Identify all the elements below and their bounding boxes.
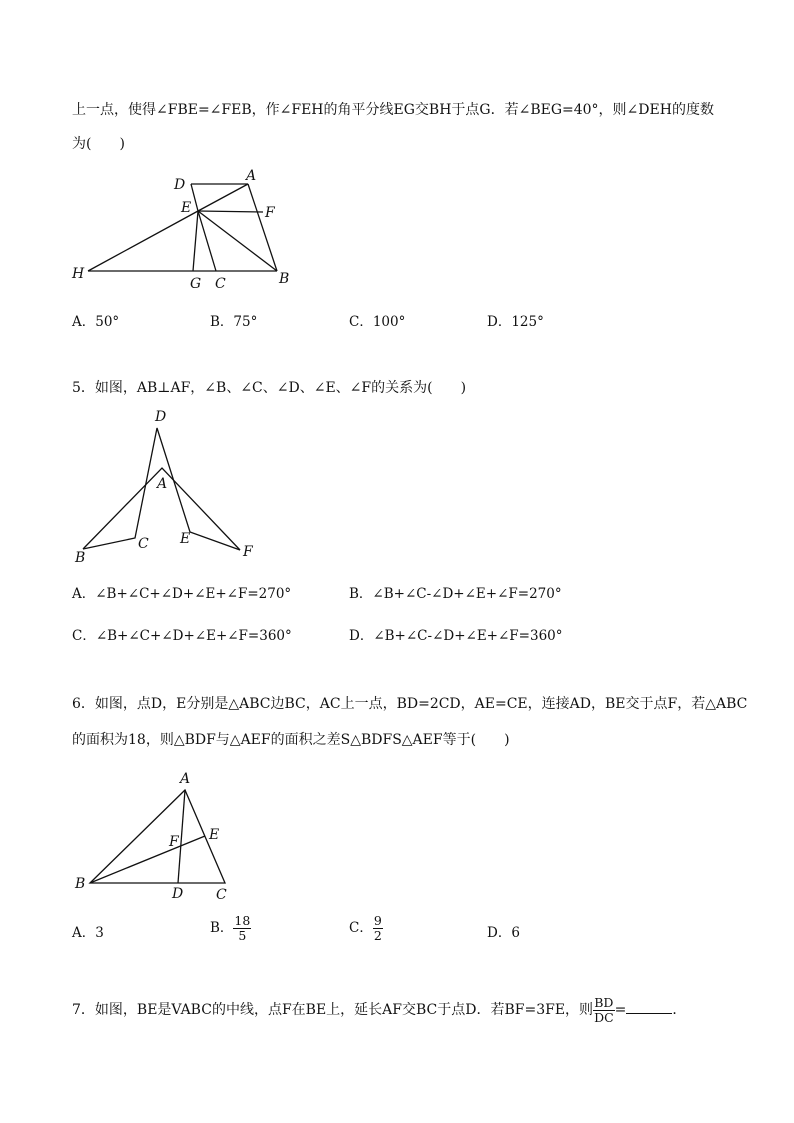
- segment-BE: [90, 836, 205, 883]
- q7-answer-blank[interactable]: [626, 999, 672, 1014]
- label-A: A: [180, 771, 191, 787]
- q6-option-d: D．6: [487, 925, 520, 941]
- q4-option-b: B．75°: [210, 314, 258, 330]
- q6-option-b: [210, 914, 251, 943]
- segment-EA: [198, 184, 248, 211]
- q5-stem: 5．如图，AB⊥AF，∠B、∠C、∠D、∠E、∠F的关系为( ): [72, 380, 467, 396]
- segment-EC: [198, 211, 216, 271]
- q5-figure: [60, 405, 280, 570]
- q4-option-c: C．100°: [349, 314, 406, 330]
- q6-option-c-numerator: 9: [373, 913, 382, 928]
- q7-end: ．: [672, 1002, 687, 1018]
- label-C: C: [215, 276, 226, 292]
- segment-EG: [193, 211, 198, 271]
- q5-option-a: A．∠B+∠C+∠D+∠E+∠F=270°: [72, 586, 292, 602]
- label-G: G: [190, 276, 202, 292]
- q7-fraction-denominator: DC: [594, 1009, 614, 1025]
- q7-fraction-numerator: BD: [594, 994, 614, 1010]
- label-C: C: [138, 536, 149, 552]
- segment-AB: [248, 184, 277, 271]
- q6-stem-line2: 的面积为18，则△BDF与△AEF的面积之差S△BDFS△AEF等于( ): [72, 732, 510, 748]
- label-H: H: [72, 266, 85, 282]
- q7-fraction: [593, 996, 615, 1025]
- q4-option-d: D．125°: [487, 314, 544, 330]
- q6-option-c: [349, 914, 383, 943]
- label-A: A: [246, 168, 257, 184]
- q7-text: 7．如图，BE是VABC的中线，点F在BE上，延长AF交BC于点D．若BF=3FE，则: [72, 1002, 594, 1018]
- label-D: D: [155, 409, 167, 425]
- label-B: B: [75, 876, 86, 892]
- label-E: E: [180, 531, 191, 547]
- q4-stem-line1: 上一点，使得∠FBE=∠FEB，作∠FEH的角平分线EG交BH于点G．若∠BEG=40°，则∠DEH的度数: [72, 102, 714, 118]
- q4-stem-line2: 为( ): [72, 136, 125, 152]
- label-C: C: [216, 887, 227, 903]
- label-F: F: [169, 834, 179, 850]
- q5-option-b: B．∠B+∠C-∠D+∠E+∠F=270°: [349, 586, 562, 602]
- q6-stem-line1: 6．如图，点D，E分别是△ABC边BC，AC上一点，BD=2CD，AE=CE，连接AD，BE交于点F，若△ABC: [72, 696, 748, 712]
- label-A: A: [157, 476, 168, 492]
- q6-option-c-fraction: [373, 914, 383, 943]
- q7-equals: =: [614, 1002, 627, 1018]
- q6-option-b-numerator: 18: [234, 913, 251, 928]
- q6-option-a: A．3: [72, 925, 104, 941]
- label-B: B: [75, 550, 86, 566]
- label-F: F: [243, 544, 253, 560]
- q6-option-c-prefix: C．: [349, 920, 373, 936]
- segment-EF: [198, 211, 263, 212]
- q4-figure: [60, 160, 320, 300]
- q6-option-b-fraction: [233, 914, 251, 943]
- q6-option-b-denominator: 5: [238, 928, 247, 943]
- label-D: D: [174, 177, 186, 193]
- q7-stem: [72, 994, 686, 1026]
- segment-DE: [191, 184, 198, 211]
- label-D: D: [172, 886, 184, 902]
- q6-option-c-denominator: 2: [373, 928, 382, 943]
- segment-EH: [88, 211, 198, 271]
- label-E: E: [209, 827, 220, 843]
- label-B: B: [279, 271, 290, 287]
- label-F: F: [265, 205, 275, 221]
- segment-AD: [178, 790, 185, 883]
- q5-option-d: D．∠B+∠C-∠D+∠E+∠F=360°: [349, 628, 563, 644]
- q6-option-b-prefix: B．: [210, 920, 234, 936]
- label-E: E: [181, 200, 192, 216]
- q5-option-c: C．∠B+∠C+∠D+∠E+∠F=360°: [72, 628, 292, 644]
- q6-figure: [60, 765, 260, 905]
- q4-option-a: A．50°: [72, 314, 120, 330]
